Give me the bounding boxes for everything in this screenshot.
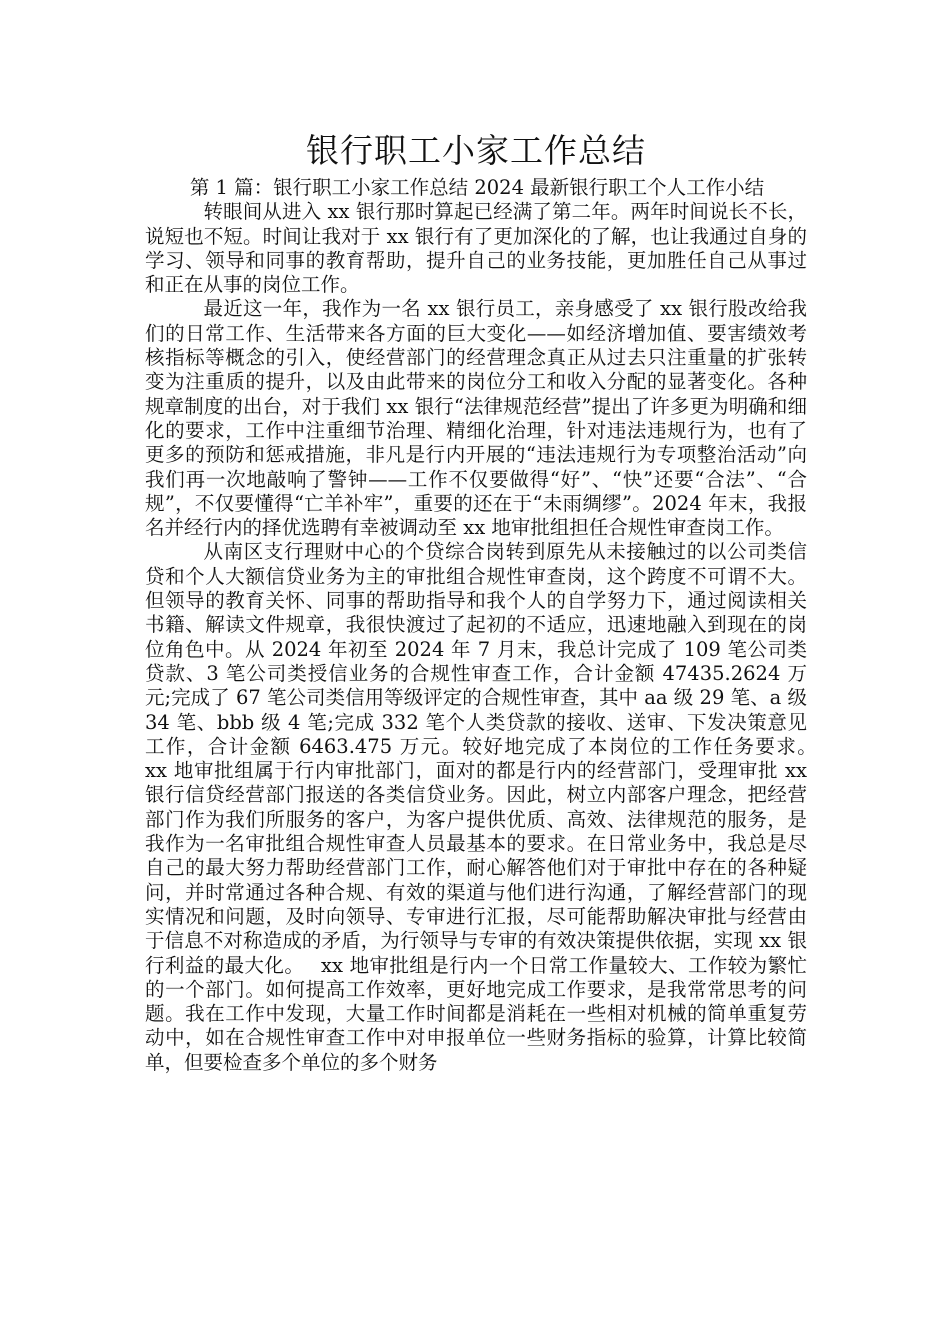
document-body bbox=[145, 128, 833, 1075]
paragraph-2: 最近这一年，我作为一名 xx 银行员工，亲身感受了 xx 银行股改给我们的日常工作、生活带来各方面的巨大变化——如经济增加值、要害绩效考核指标等概念的引入，使经营部门的经营理念真正从过去只注重量的扩张转变为注重质的提升，以及由此带来的岗位分工和收入分配的显著变化。各种规章制度的出台，对于我们 xx 银行“法律规范经营”提出了许多更为明确和细化的要求，工作中注重细节治理、精细化治理，针对违法违规行为，也有了更多的预防和惩戒措施，非凡是行内开展的“违法违规行为专项整治活动”向我们再一次地敲响了警钟——工作不仅要做得“好”、“快”还要“合法”、“合规”，不仅要懂得“亡羊补牢”，重要的还在于“未雨绸缪”。2024 年末，我报名并经行内的择优选聘有幸被调动至 xx 地审批组担任合规性审查岗工作。 bbox=[145, 297, 807, 540]
paragraph-1: 转眼间从进入 xx 银行那时算起已经满了第二年。两年时间说长不长，说短也不短。时间让我对于 xx 银行有了更加深化的了解，也让我通过自身的学习、领导和同事的教育帮助，提升自己的业务技能，更加胜任自己从事过和正在从事的岗位工作。 bbox=[145, 200, 807, 297]
section-heading: 第 1 篇：银行职工小家工作总结 2024 最新银行职工个人工作小结 bbox=[189, 176, 765, 199]
document-title: 银行职工小家工作总结 bbox=[306, 131, 646, 170]
paragraph-3: 从南区支行理财中心的个贷综合岗转到原先从未接触过的以公司类信贷和个人大额信贷业务为主的审批组合规性审查岗，这个跨度不可谓不大。但领导的教育关怀、同事的帮助指导和我个人的自学努力下，通过阅读相关书籍、解读文件规章，我很快渡过了起初的不适应，迅速地融入到现在的岗位角色中。从 2024 年初至 2024 年 7 月末，我总计完成了 109 笔公司类贷款、3 笔公司类授信业务的合规性审查工作，合计金额 47435.2624 万元;完成了 67 笔公司类信用等级评定的合规性审查，其中 aa 级 29 笔、a 级 34 笔、bbb 级 4 笔;完成 332 笔个人类贷款的接收、送审、下发决策意见工作，合计金额 6463.475 万元。较好地完成了本岗位的工作任务要求。 xx 地审批组属于行内审批部门，面对的都是行内的经营部门，受理审批 xx 银行信贷经营部门报送的各类信贷业务。因此，树立内部客户理念，把经营部门作为我们所服务的客户，为客户提供优质、高效、法律规范的服务，是我作为一名审批组合规性审查人员最基本的要求。在日常业务中，我总是尽自己的最大努力帮助经营部门工作，耐心解答他们对于审批中存在的各种疑问，并时常通过各种合规、有效的渠道与他们进行沟通，了解经营部门的现实情况和问题，及时向领导、专审进行汇报，尽可能帮助解决审批与经营由于信息不对称造成的矛盾，为行领导与专审的有效决策提供依据，实现 xx 银行利益的最大化。 xx 地审批组是行内一个日常工作量较大、工作较为繁忙的一个部门。如何提高工作效率，更好地完成工作要求，是我常常思考的问题。我在工作中发现，大量工作时间都是消耗在一些相对机械的简单重复劳动中，如在合规性审查工作中对申报单位一些财务指标的验算，计算比较简单，但要检查多个单位的多个财务 bbox=[145, 540, 833, 1074]
